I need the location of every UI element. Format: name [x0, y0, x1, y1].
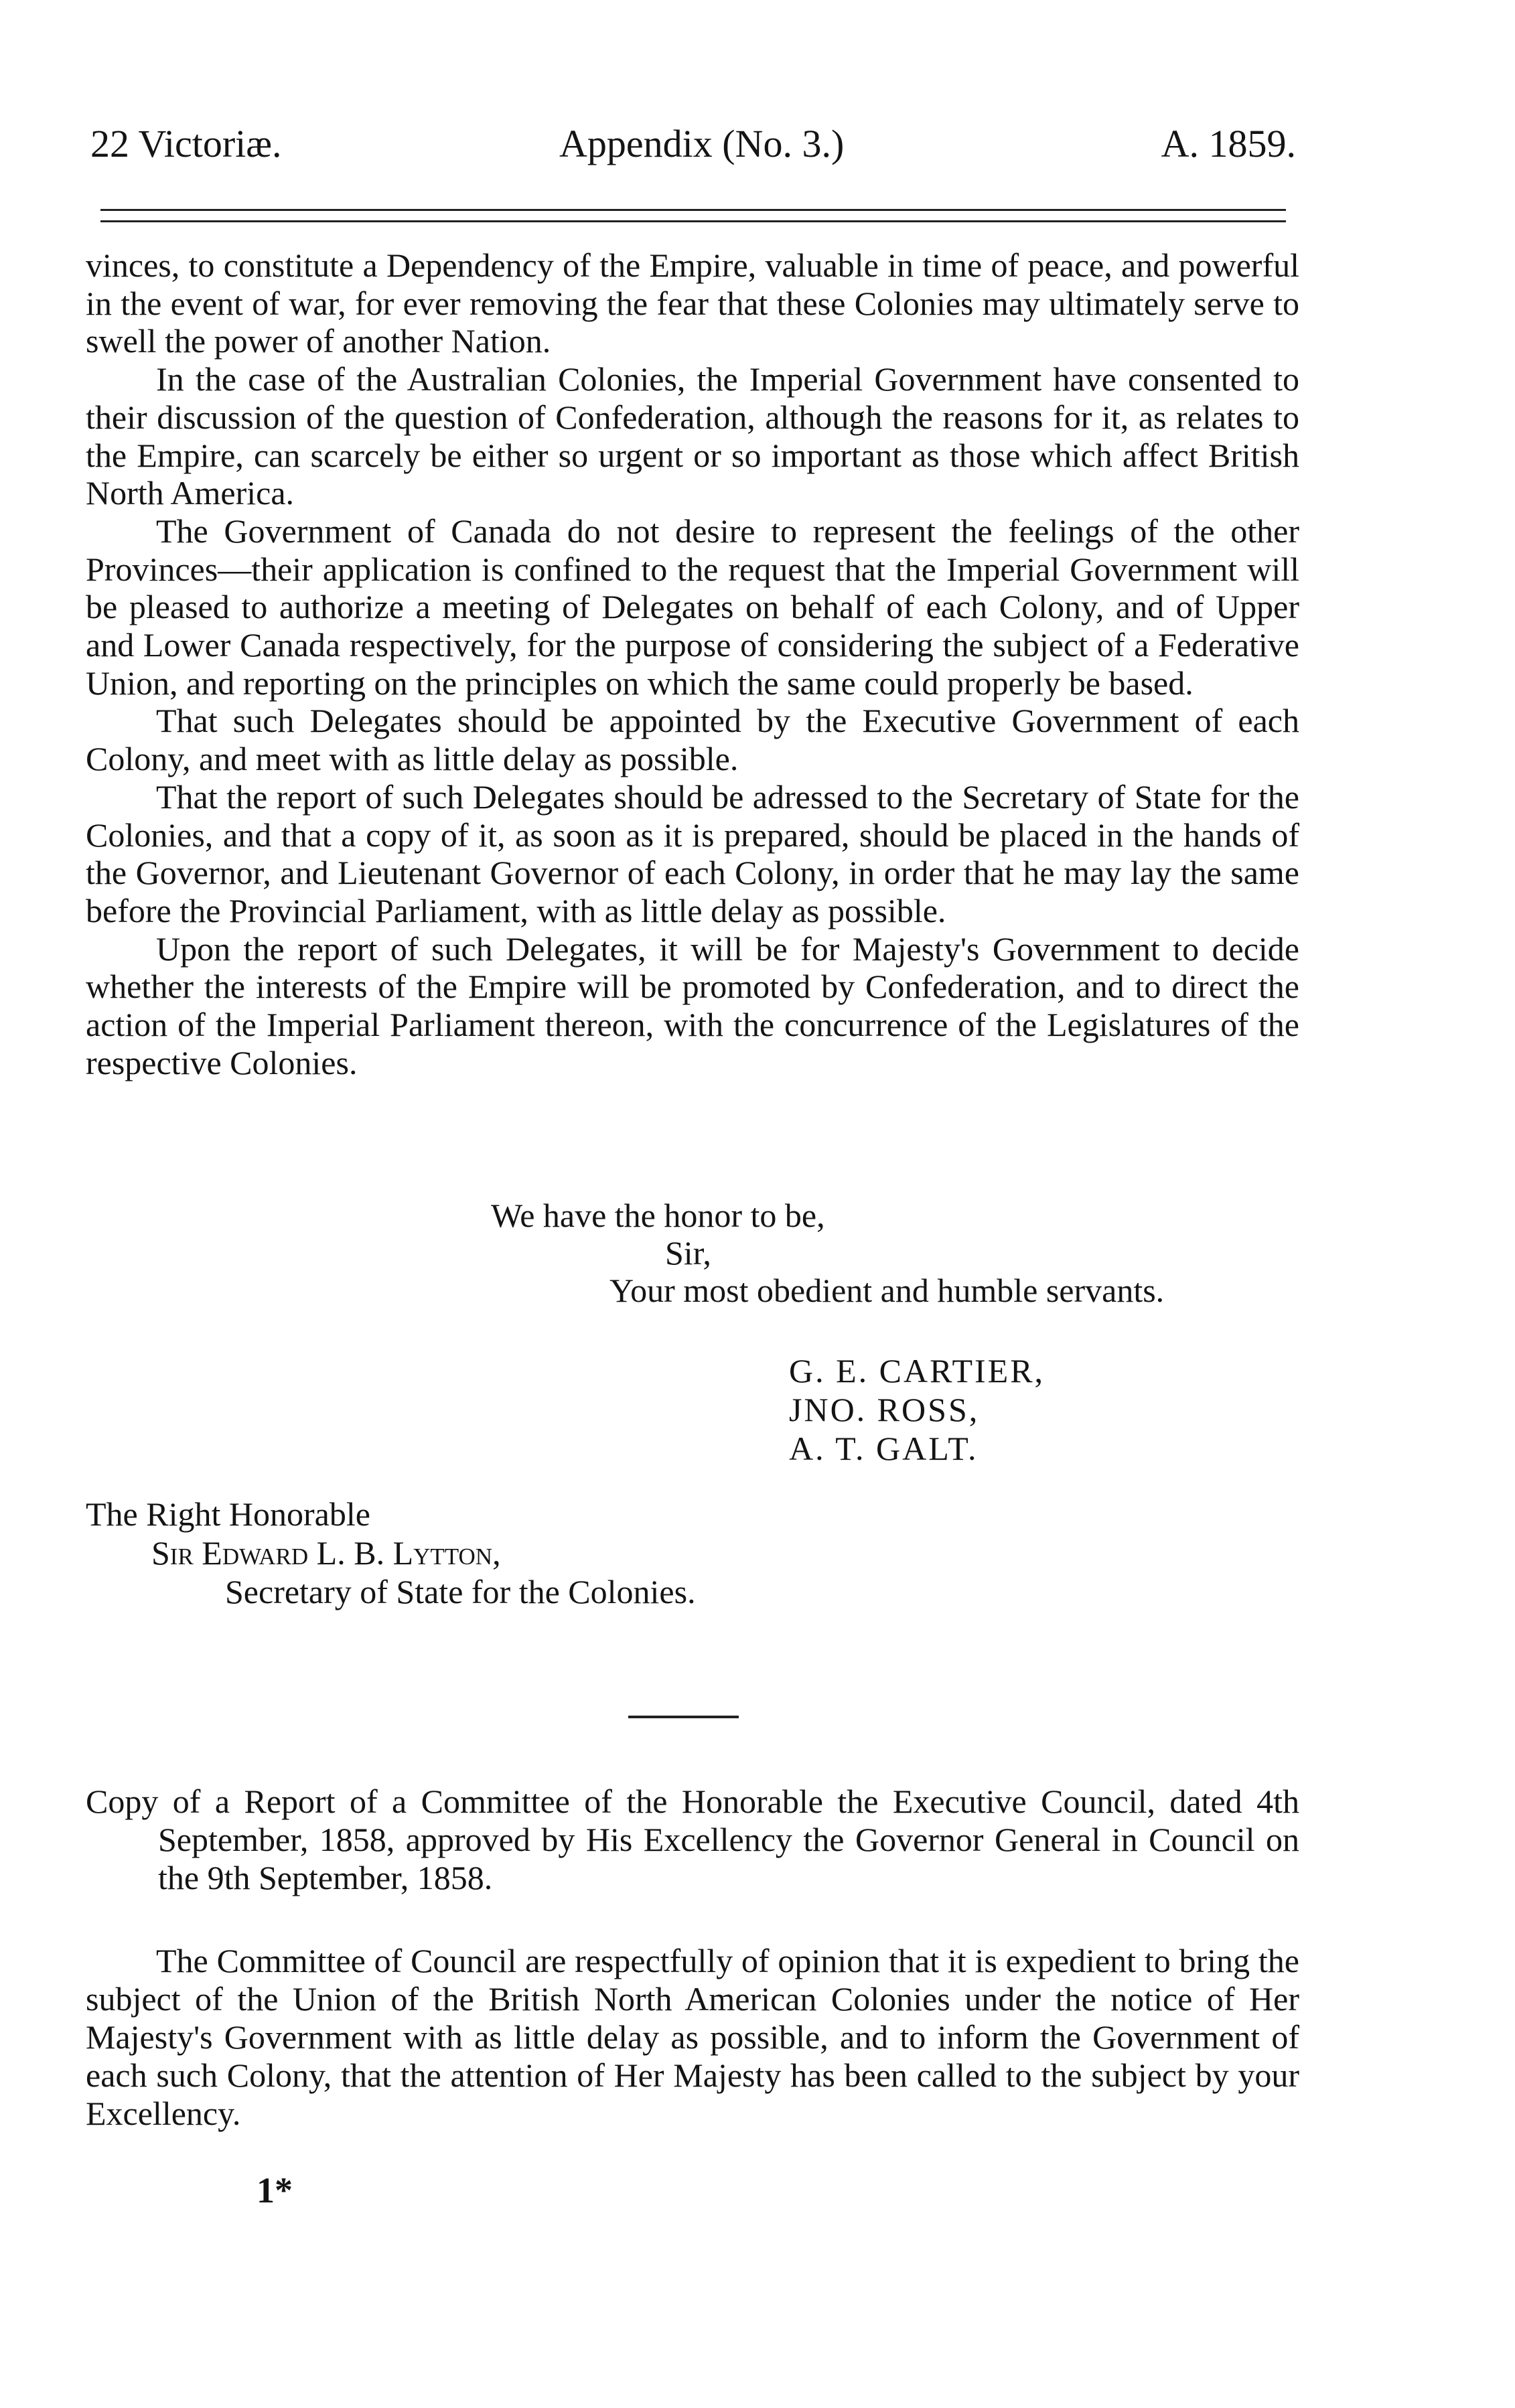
signatory-name: A. T. GALT. — [789, 1430, 979, 1467]
addressee-office: Secretary of State for the Colonies. — [225, 1573, 696, 1610]
letter-paragraph: Upon the report of such Delegates, it will be for Majesty's Government to decide whether the interests of the Empire will be promoted by Confederation, and to direct the action of the Imperial Parliament thereon, with the concurrence of the Legislatures of the respective Colonies. — [86, 929, 1299, 1081]
closing-salutation: We have the honor to be, — [491, 1197, 825, 1234]
section-divider — [628, 1716, 739, 1718]
letter-paragraph: That the report of such Delegates should be adressed to the Secretary of State for the Colonies, and that a copy of it, as soon as it is prepared, should be placed in the hands of the Governor, and Lieutenant Governor of each Colony, in order that he may lay the same before the Provincial Parliament, with as little delay as possible. — [86, 777, 1299, 929]
running-header — [90, 114, 1296, 174]
letter-paragraph: In the case of the Australian Colonies, the Imperial Government have consented to their discussion of the question of Confederation, although the reasons for it, as relates to the Empire, can scarcely be either so urgent or so important as those which affect British North America. — [86, 360, 1299, 512]
header-double-rule — [100, 209, 1286, 222]
header-appendix: Appendix (No. 3.) — [559, 122, 845, 165]
addressee-block — [86, 1495, 696, 1611]
report-paragraph: The Committee of Council are respectfully of opinion that it is expedient to bring the subject of the Union of the British North American Colonies under the notice of Her Majesty's Government with as little delay as possible, and to inform the Government of each such Colony, that the attention of Her Majesty has been called to the subject by your Excellency. — [86, 1942, 1299, 2132]
header-year: A. 1859. — [1161, 122, 1296, 165]
header-session: 22 Victoriæ. — [90, 122, 282, 165]
closing-sir: Sir, — [665, 1234, 711, 1272]
letter-paragraph: vinces, to constitute a Dependency of the Empire, valuable in time of peace, and powerful in the event of war, for ever removing the fear that these Colonies may ultimately serve to swell the power of another Nation. — [86, 246, 1299, 360]
addressee-title: The Right Honorable — [86, 1495, 370, 1533]
addressee-name: Sir Edward L. B. Lytton, — [151, 1534, 501, 1572]
closing-servants: Your most obedient and humble servants. — [609, 1272, 1165, 1309]
letter-paragraph: The Government of Canada do not desire to represent the feelings of the other Provinces—their application is confined to the request that the Imperial Government will be pleased to authorize a meeting of Delegates on behalf of each Colony, and of Upper and Lower Canada respectively, for the purpose of considering the subject of a Federative Union, and reporting on the principles on which the same could properly be based. — [86, 512, 1299, 702]
signature-mark: 1* — [257, 2170, 293, 2210]
letter-paragraph: That such Delegates should be appointed by the Executive Government of each Colony, and meet with as little delay as possible. — [86, 702, 1299, 778]
signatory-name: G. E. CARTIER, — [789, 1352, 1045, 1389]
signatories — [789, 1351, 1045, 1468]
signatory-name: JNO. ROSS, — [789, 1391, 980, 1428]
letter-body — [86, 246, 1299, 1081]
report-heading: Copy of a Report of a Committee of the Honorable the Executive Council, dated 4th September, 1858, approved by His Excellency the Governor General in Council on the 9th September, 1858. — [86, 1783, 1299, 1896]
